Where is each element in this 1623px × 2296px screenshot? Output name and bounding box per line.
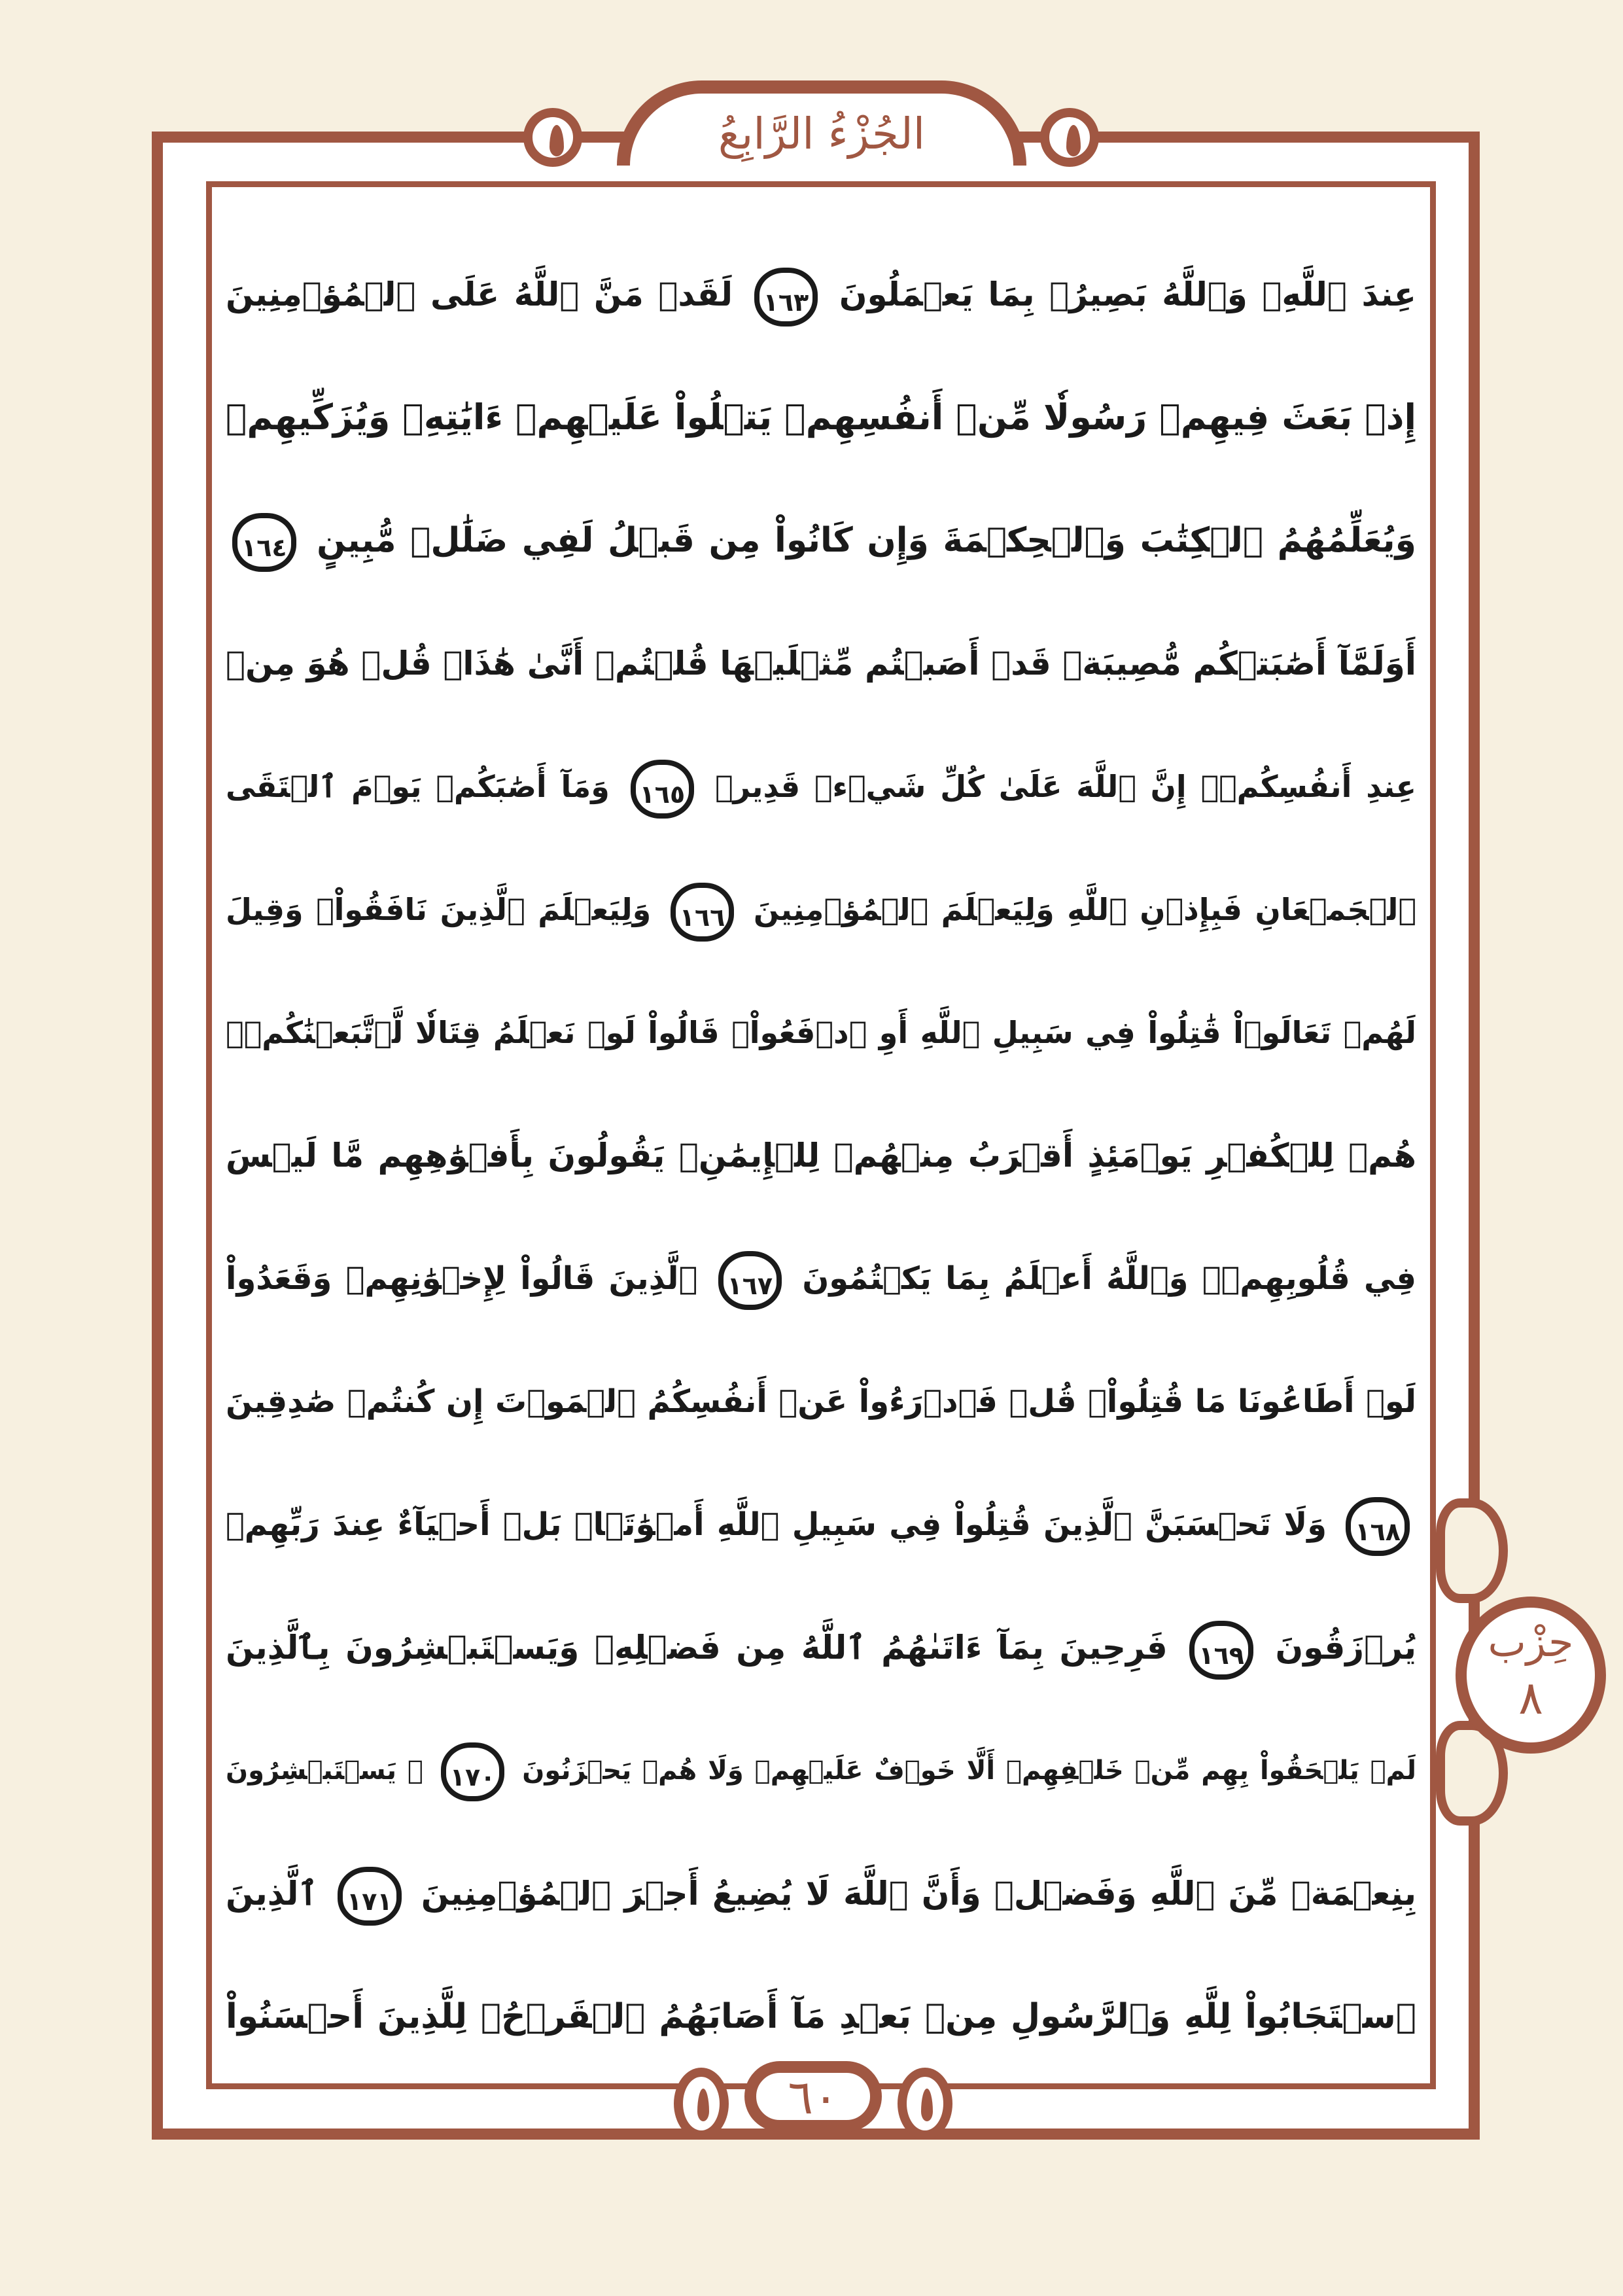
quran-text-block <box>226 216 1416 2068</box>
verse-text: ٱلَّذِينَ قَالُواْ لِإِخۡوَٰنِهِمۡ وَقَعَدُواْ <box>226 1260 698 1297</box>
page-number: ٦٠ <box>788 2070 839 2125</box>
hizb-label: حِزْب <box>1488 1618 1574 1666</box>
ayah-number-marker: ١٦٨ <box>1346 1497 1410 1556</box>
verse-text: لَوۡ أَطَاعُونَا مَا قُتِلُواْۗ قُلۡ فَٱدۡرَءُواْ عَنۡ أَنفُسِكُمُ ٱلۡمَوۡتَ إِن كُنتُمۡ صَٰدِقِينَ <box>226 1383 1416 1420</box>
verse-text: وَلَا تَحۡسَبَنَّ ٱلَّذِينَ قُتِلُواْ فِي سَبِيلِ ٱللَّهِ أَمۡوَٰتَۢاۚ بَلۡ أَحۡيَآءٌ عِندَ رَبِّهِمۡ <box>226 1506 1327 1543</box>
verse-text: ٱسۡتَجَابُواْ لِلَّهِ وَٱلرَّسُولِ مِنۢ بَعۡدِ مَآ أَصَابَهُمُ ٱلۡقَرۡحُۚ لِلَّذِينَ أَحۡسَنُواْ <box>226 1997 1416 2036</box>
ayah-number-marker: ١٧١ <box>338 1867 402 1926</box>
ayah-number-marker: ١٧٠ <box>441 1742 505 1801</box>
hizb-top-scroll-ornament-icon <box>1436 1498 1508 1603</box>
verse-text: لَقَدۡ مَنَّ ٱللَّهُ عَلَى ٱلۡمُؤۡمِنِينَ <box>226 275 733 313</box>
header-right-ornament-icon <box>1040 108 1099 167</box>
ayah-number-marker: ١٦٥ <box>631 760 695 819</box>
hizb-number: ٨ <box>1518 1671 1543 1725</box>
verse-text: وَيُعَلِّمُهُمُ ٱلۡكِتَٰبَ وَٱلۡحِكۡمَةَ وَإِن كَانُواْ مِن قَبۡلُ لَفِي ضَلَٰلٖ مُّبِينٍ <box>317 521 1416 560</box>
verse-text: عِندِ أَنفُسِكُمۡۗ إِنَّ ٱللَّهَ عَلَىٰ كُلِّ شَيۡءٖ قَدِيرٞ <box>714 769 1416 804</box>
verse-text: وَمَآ أَصَٰبَكُمۡ يَوۡمَ ٱلۡتَقَى <box>226 769 610 804</box>
verse-text: ٱلۡجَمۡعَانِ فَبِإِذۡنِ ٱللَّهِ وَلِيَعۡلَمَ ٱلۡمُؤۡمِنِينَ <box>753 892 1416 927</box>
verse-text: لَهُمۡ تَعَالَوۡاْ قَٰتِلُواْ فِي سَبِيلِ ٱللَّهِ أَوِ ٱدۡفَعُواْۖ قَالُواْ لَوۡ نَعۡلَمُ قِتَالٗا لَّٱتَّبَعۡنَٰكُمۡۗ <box>226 1015 1416 1050</box>
ayah-number-marker: ١٦٤ <box>232 513 296 572</box>
ayah-number-marker: ١٦٣ <box>754 268 818 327</box>
verse-text: يُرۡزَقُونَ <box>1275 1629 1416 1667</box>
verse-text: ٱلَّذِينَ <box>226 1875 318 1913</box>
verse-text: إِذۡ بَعَثَ فِيهِمۡ رَسُولٗا مِّنۡ أَنفُسِهِمۡ يَتۡلُواْ عَلَيۡهِمۡ ءَايَٰتِهِۦ وَيُزَكِّيهِمۡ <box>226 397 1416 438</box>
verse-text: فَرِحِينَ بِمَآ ءَاتَىٰهُمُ ٱللَّهُ مِن فَضۡلِهِۦ وَيَسۡتَبۡشِرُونَ بِٱلَّذِينَ <box>226 1629 1168 1667</box>
verse-text: فِي قُلُوبِهِمۡۚ وَٱللَّهُ أَعۡلَمُ بِمَا يَكۡتُمُونَ <box>802 1260 1416 1297</box>
verse-text: أَوَلَمَّآ أَصَٰبَتۡكُم مُّصِيبَةٞ قَدۡ أَصَبۡتُم مِّثۡلَيۡهَا قُلۡتُمۡ أَنَّىٰ هَٰذَاۖ قُلۡ هُوَ مِنۡ <box>226 645 1416 682</box>
verse-text: هُمۡ لِلۡكُفۡرِ يَوۡمَئِذٍ أَقۡرَبُ مِنۡهُمۡ لِلۡإِيمَٰنِۚ يَقُولُونَ بِأَفۡوَٰهِهِم مَّا لَيۡسَ <box>226 1137 1416 1174</box>
verse-text: ۞ يَسۡتَبۡشِرُونَ <box>226 1756 423 1786</box>
juz-title: الجُزْءُ الرَّابِعُ <box>718 109 926 159</box>
ayah-number-marker: ١٦٦ <box>671 883 735 942</box>
footer-right-ornament-icon <box>898 2068 952 2140</box>
ayah-number-marker: ١٦٩ <box>1189 1621 1253 1680</box>
ayah-number-marker: ١٦٧ <box>718 1251 782 1310</box>
footer-left-ornament-icon <box>674 2068 729 2140</box>
verse-text: وَلِيَعۡلَمَ ٱلَّذِينَ نَافَقُواْۚ وَقِيلَ <box>226 892 652 927</box>
verse-text: لَمۡ يَلۡحَقُواْ بِهِم مِّنۡ خَلۡفِهِمۡ أَلَّا خَوۡفٌ عَلَيۡهِمۡ وَلَا هُمۡ يَحۡزَنُونَ <box>522 1756 1416 1786</box>
verse-text: عِندَ ٱللَّهِۗ وَٱللَّهُ بَصِيرُۢ بِمَا يَعۡمَلُونَ <box>839 275 1416 313</box>
verse-text: بِنِعۡمَةٖ مِّنَ ٱللَّهِ وَفَضۡلٖ وَأَنَّ ٱللَّهَ لَا يُضِيعُ أَجۡرَ ٱلۡمُؤۡمِنِينَ <box>421 1875 1416 1913</box>
header-left-ornament-icon <box>523 108 582 167</box>
